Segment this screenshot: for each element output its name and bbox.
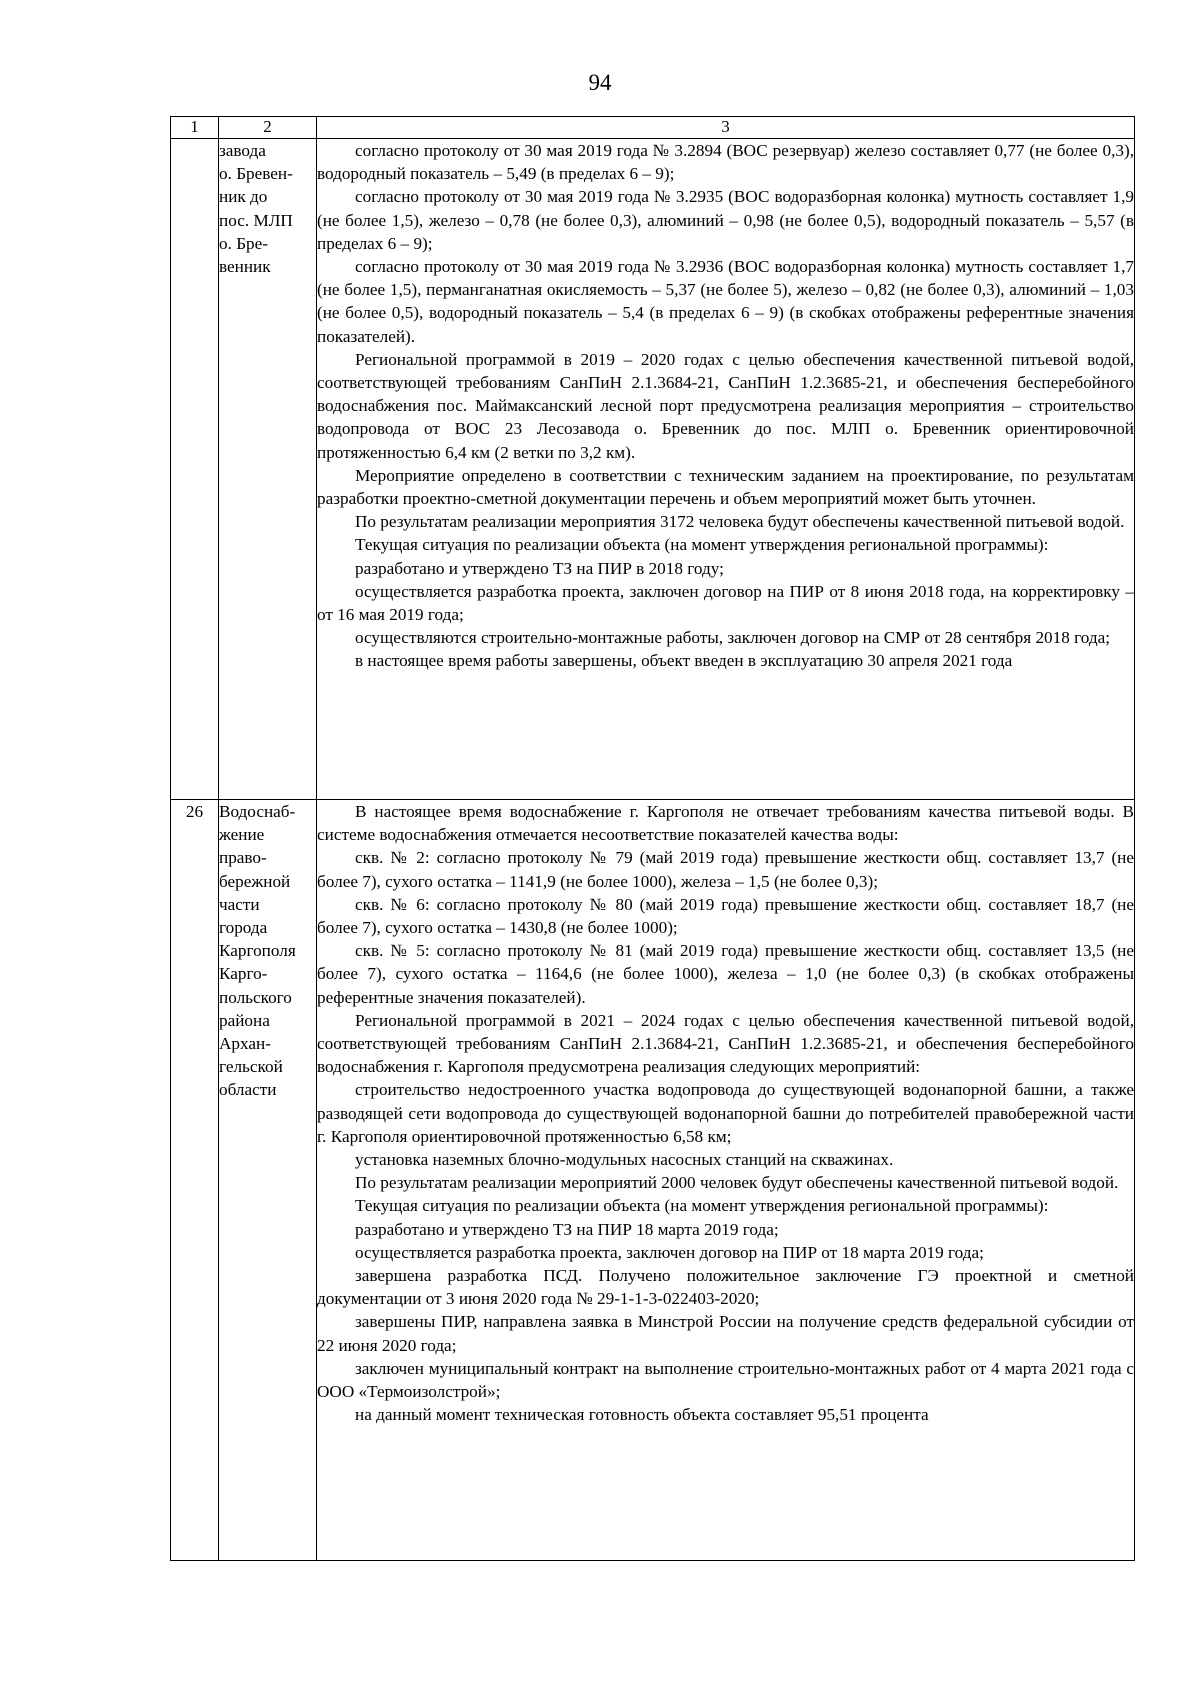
table-row	[171, 800, 1135, 1561]
description-paragraph: осуществляется разработка проекта, заключен договор на ПИР от 8 июня 2018 года, на корректировку – от 16 мая 2019 года;	[317, 581, 1134, 625]
object-name-line: Карго-	[219, 964, 268, 984]
row-number	[171, 139, 219, 800]
description-paragraph: установка наземных блочно-модульных насосных станций на скважинах.	[355, 1150, 894, 1170]
description-paragraph: скв. № 6: согласно протоколу № 80 (май 2019 года) превышение жесткости общ. составляет 18,7 (не более 7), сухого остатка – 1430,8 (не более 1000);	[317, 894, 1134, 938]
object-name-line: Каргополя	[219, 941, 296, 961]
description-paragraph: завершены ПИР, направлена заявка в Минстрой России на получение средств федеральной субсидии от 22 июня 2020 года;	[317, 1312, 1134, 1355]
object-name-line: польского	[219, 987, 292, 1007]
description-paragraph: завершена разработка ПСД. Получено положительное заключение ГЭ проектной и сметной документации от 3 июня 2020 года № 29-1-1-3-022403-2020;	[317, 1266, 1134, 1309]
description-paragraph: Региональной программой в 2019 – 2020 годах с целью обеспечения качественной питьевой водой, соответствующей требованиям СанПиН 2.1.3684-21, СанПиН 1.2.3685-21, и обеспечения бесперебойного водоснабжения пос. Маймаксанский лесной порт предусмотрена реализация мероприятия – строительство водопровода от ВОС 23 Лесозавода о. Бревенник до пос. МЛП о. Бревенник ориентировочной протяженностью 6,4 км (2 ветки по 3,2 км).	[317, 349, 1134, 462]
object-name-line: гельской	[219, 1057, 283, 1077]
object-name-line: о. Бревен-	[219, 164, 293, 184]
object-name-line: о. Бре-	[219, 233, 269, 253]
description-paragraph: По результатам реализации мероприятия 3172 человека будут обеспечены качественной питьевой водой.	[355, 512, 1125, 532]
row-number: 26	[171, 800, 219, 1561]
description-paragraph: разработано и утверждено ТЗ на ПИР 18 марта 2019 года;	[355, 1219, 779, 1239]
object-name-line: района	[219, 1010, 270, 1030]
object-name-line: области	[219, 1080, 277, 1100]
page-number: 94	[588, 70, 612, 95]
description-paragraph: строительство недостроенного участка водопровода до существующей водонапорной башни, а также разводящей сети водопровода до существующей водонапорной башни до потребителей правобережной части г. Каргополя ориентировочной протяженностью 6,58 км;	[317, 1080, 1134, 1146]
object-name-line: города	[219, 918, 268, 938]
description-cell	[317, 800, 1135, 1561]
header-col-3: 3	[317, 117, 1135, 139]
description-paragraph: в настоящее время работы завершены, объект введен в эксплуатацию 30 апреля 2021 года	[355, 651, 1013, 671]
description-paragraph: согласно протоколу от 30 мая 2019 года № 3.2935 (ВОС водоразборная колонка) мутность составляет 1,9 (не более 1,5), железо – 0,78 (не более 0,3), алюминий – 0,98 (не более 0,5), водородный показатель – 5,57 (в пределах 6 – 9);	[317, 187, 1134, 253]
object-name-cell	[219, 800, 317, 1561]
description-paragraph: Мероприятие определено в соответствии с техническим заданием на проектирование, по результатам разработки проектно-сметной документации перечень и объем мероприятий может быть уточнен.	[317, 465, 1134, 509]
description-paragraph: разработано и утверждено ТЗ на ПИР в 2018 году;	[355, 558, 724, 578]
description-paragraph: Региональной программой в 2021 – 2024 годах с целью обеспечения качественной питьевой водой, соответствующей требованиям СанПиН 2.1.3684-21, СанПиН 1.2.3685-21, и обеспечения бесперебойного водоснабжения г. Каргополя предусмотрена реализация следующих мероприятий:	[317, 1010, 1134, 1077]
description-cell	[317, 139, 1135, 800]
object-name-line: части	[219, 894, 260, 914]
description-paragraph: По результатам реализации мероприятий 2000 человек будут обеспечены качественной питьевой водой.	[355, 1173, 1119, 1193]
description-paragraph: Текущая ситуация по реализации объекта (на момент утверждения региональной программы):	[355, 535, 1049, 555]
object-name-line: ник до	[219, 187, 268, 207]
description-paragraph: согласно протоколу от 30 мая 2019 года № 3.2894 (ВОС резервуар) железо составляет 0,77 (не более 0,3), водородный показатель – 5,49 (в пределах 6 – 9);	[317, 141, 1134, 184]
object-name-line: Архан-	[219, 1034, 271, 1054]
description-paragraph: скв. № 5: согласно протоколу № 81 (май 2019 года) превышение жесткости общ. составляет 13,5 (не более 7), сухого остатка – 1164,6 (не более 1000), железа – 1,0 (не более 0,3) (в скобках отображены референтные значения показателей).	[317, 941, 1134, 1007]
object-name-line: пос. МЛП	[219, 210, 293, 230]
object-name-line: жение	[219, 825, 265, 845]
description-paragraph: Текущая ситуация по реализации объекта (на момент утверждения региональной программы):	[355, 1196, 1049, 1216]
program-table	[170, 116, 1135, 1561]
object-name-line: бережной	[219, 871, 291, 891]
table-header-row	[171, 117, 1135, 139]
object-name-line: завода	[219, 141, 266, 160]
description-paragraph: на данный момент техническая готовность объекта составляет 95,51 процента	[355, 1405, 929, 1425]
description-paragraph: В настоящее время водоснабжение г. Каргополя не отвечает требованиям качества питьевой воды. В системе водоснабжения отмечается несоответствие показателей качества воды:	[317, 802, 1134, 845]
description-paragraph: осуществляется разработка проекта, заключен договор на ПИР от 18 марта 2019 года;	[355, 1242, 984, 1262]
description-paragraph: согласно протоколу от 30 мая 2019 года № 3.2936 (ВОС водоразборная колонка) мутность составляет 1,7 (не более 1,5), перманганатная окисляемость – 5,37 (не более 5), железо – 0,82 (не более 0,3), алюминий – 1,03 (не более 0,5), водородный показатель – 5,4 (в пределах 6 – 9) (в скобках отображены референтные значения показателей).	[317, 257, 1134, 346]
header-col-1: 1	[171, 117, 219, 139]
description-paragraph: осуществляются строительно-монтажные работы, заключен договор на СМР от 28 сентября 2018 года;	[355, 628, 1110, 648]
object-name-line: Водоснаб-	[219, 802, 296, 821]
description-paragraph: заключен муниципальный контракт на выполнение строительно-монтажных работ от 4 марта 2021 года с ООО «Термоизолстрой»;	[317, 1358, 1134, 1402]
object-name-line: венник	[219, 257, 271, 277]
header-col-2: 2	[219, 117, 317, 139]
object-name-cell	[219, 139, 317, 800]
table-row	[171, 139, 1135, 800]
object-name-line: право-	[219, 848, 267, 868]
description-paragraph: скв. № 2: согласно протоколу № 79 (май 2019 года) превышение жесткости общ. составляет 13,7 (не более 7), сухого остатка – 1141,9 (не более 1000), железа – 1,5 (не более 0,3);	[317, 848, 1134, 891]
